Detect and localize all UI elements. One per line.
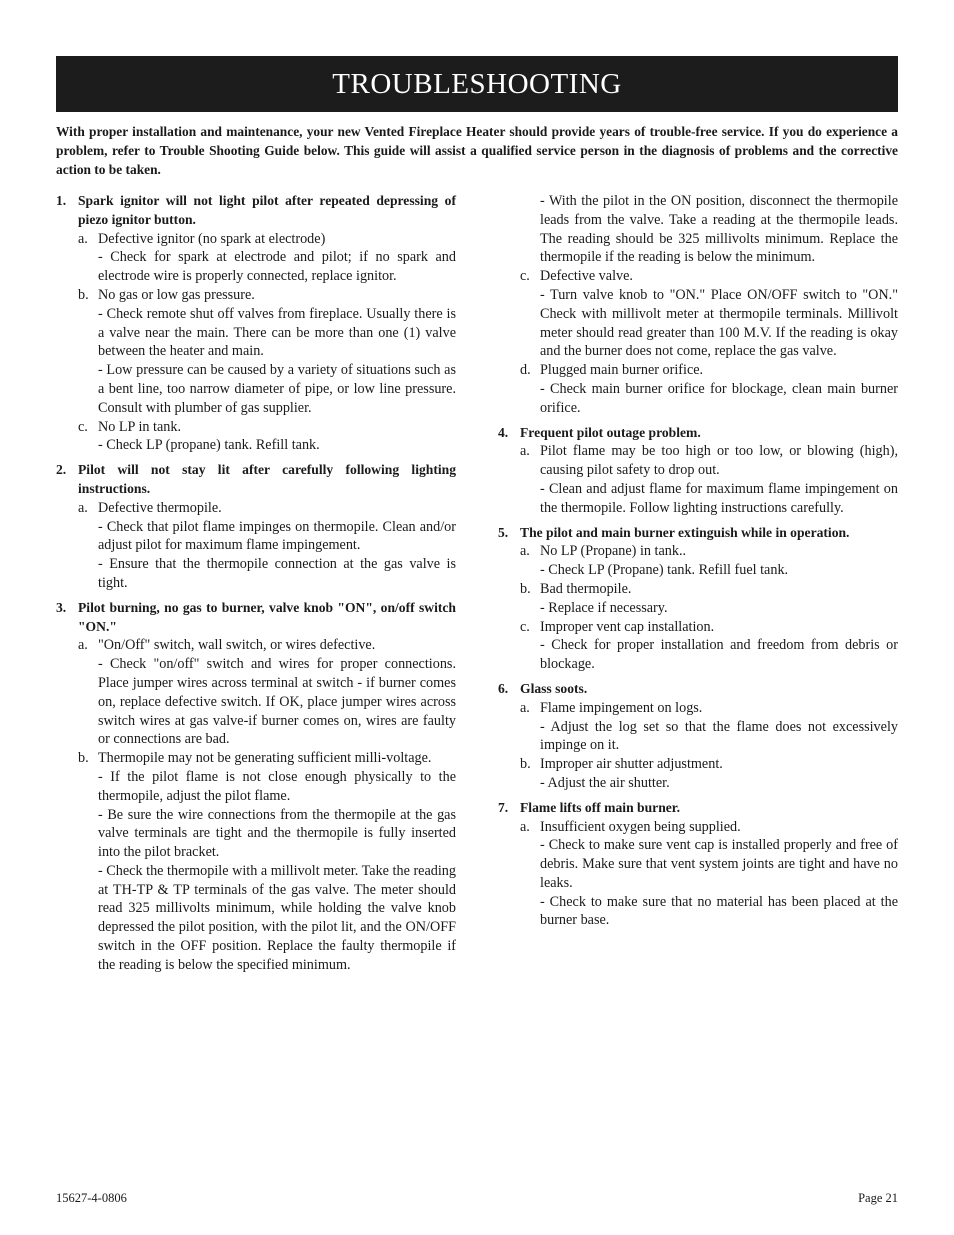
cause-item <box>520 580 898 599</box>
cause-text: Pilot flame may be too high or too low, or blowing (high), causing pilot safety to drop out. <box>540 443 898 479</box>
cause-letter: a. <box>520 443 530 460</box>
cause-letter: a. <box>78 637 88 654</box>
problem-title: The pilot and main burner extinguish while in operation. <box>520 524 850 540</box>
cause-letter: d. <box>520 362 531 379</box>
problem-heading <box>498 424 898 443</box>
cause-letter: b. <box>78 286 89 303</box>
cause-item <box>78 636 456 655</box>
cause-letter: a. <box>520 543 530 560</box>
problem-3-continued <box>498 192 898 418</box>
title-bar <box>56 56 898 112</box>
corrective-action: - If the pilot flame is not close enough physically to the thermopile, adjust the pilot flame. <box>98 768 456 804</box>
cause-text: No LP (Propane) in tank.. <box>540 543 687 560</box>
cause-text: No gas or low gas pressure. <box>98 286 255 303</box>
cause-letter: c. <box>520 268 530 285</box>
right-column <box>498 192 898 936</box>
problem-block <box>498 524 898 674</box>
cause-letter: c. <box>78 418 88 435</box>
corrective-action: - With the pilot in the ON position, disconnect the thermopile leads from the valve. Take a reading at the thermopile leads. The reading should be 325 millivolts minimum. Replace the thermopile if the reading is below the minimum. <box>540 193 898 266</box>
corrective-action: - Check for proper installation and freedom from debris or blockage. <box>540 637 898 673</box>
cause-text: Defective thermopile. <box>98 499 222 516</box>
corrective-action: - Check the thermopile with a millivolt meter. Take the reading at TH-TP & TP terminals of the gas valve. The meter should read 325 millivolts minimum, while holding the valve knob depressed the pilot position, with the pilot lit, and the ON/OFF switch in the OFF position. Replace the faulty thermopile if the reading is below the specified minimum. <box>98 862 456 973</box>
cause-item <box>78 418 456 437</box>
problem-number: 7. <box>498 799 509 815</box>
cause-item <box>520 618 898 637</box>
problem-heading <box>498 680 898 699</box>
problem-block <box>498 799 898 931</box>
intro-paragraph: With proper installation and maintenance, your new Vented Fireplace Heater should provide years of trouble-free service. If you do experience a problem, refer to Trouble Shooting Guide below. This guide will assist a qualified service person in the diagnosis of problems and the corrective action to be taken. <box>56 124 898 177</box>
cause-text: Flame impingement on logs. <box>540 699 703 716</box>
cause-item <box>520 818 898 837</box>
problem-heading <box>498 799 898 818</box>
problem-number: 6. <box>498 680 509 696</box>
document-number: 15627-4-0806 <box>56 1191 127 1205</box>
cause-item <box>520 361 898 380</box>
problem-heading <box>56 461 456 499</box>
cause-text: Thermopile may not be generating sufficient milli-voltage. <box>98 750 432 767</box>
cause-text: Defective ignitor (no spark at electrode) <box>98 230 326 247</box>
cause-letter: b. <box>520 580 531 597</box>
corrective-action: - Check remote shut off valves from fireplace. Usually there is a valve near the main. There can be more than one (1) valve between the heater and main. <box>98 305 456 360</box>
problem-number: 3. <box>56 599 67 615</box>
cause-item <box>78 499 456 518</box>
corrective-action: - Check for spark at electrode and pilot; if no spark and electrode wire is properly connected, replace ignitor. <box>98 249 456 285</box>
cause-letter: a. <box>78 499 88 516</box>
corrective-action: - Ensure that the thermopile connection at the gas valve is tight. <box>98 556 456 591</box>
cause-item <box>78 749 456 768</box>
problem-number: 1. <box>56 193 67 208</box>
cause-item <box>520 755 898 774</box>
cause-item <box>78 286 456 305</box>
cause-letter: b. <box>520 756 531 773</box>
problem-title: Pilot burning, no gas to burner, valve knob "ON", on/off switch "ON." <box>78 599 456 634</box>
corrective-action: - Check main burner orifice for blockage, clean main burner orifice. <box>540 380 898 416</box>
problem-title: Frequent pilot outage problem. <box>520 424 701 440</box>
corrective-action: - Check LP (propane) tank. Refill tank. <box>98 437 320 454</box>
cause-letter: a. <box>78 230 88 247</box>
problem-title: Glass soots. <box>520 680 588 696</box>
cause-text: Improper vent cap installation. <box>540 618 715 635</box>
corrective-action: - Turn valve knob to "ON." Place ON/OFF switch to "ON." Check with millivolt meter at thermopile terminals. Millivolt meter should read greater than 100 M.V. If the reading is okay and the burner does not come, replace the gas valve. <box>540 286 898 360</box>
corrective-action: - Be sure the wire connections from the thermopile at the gas valve terminals are tight and the thermopile is fully inserted into the pilot bracket. <box>98 806 456 861</box>
cause-letter: a. <box>520 699 530 716</box>
cause-item <box>78 230 456 249</box>
cause-text: Bad thermopile. <box>540 580 632 597</box>
problem-block <box>498 680 898 793</box>
problem-title: Spark ignitor will not light pilot after repeated depressing of piezo ignitor button. <box>78 193 456 227</box>
corrective-action: - Check "on/off" switch and wires for proper connections. Place jumper wires across terminal at switch - if burner comes on, replace defective switch. If OK, place jumper wires across switch wires at gas valve-if burner comes on, wires are faulty or connections are bad. <box>98 656 456 748</box>
cause-letter: b. <box>78 750 89 767</box>
problem-number: 2. <box>56 462 67 478</box>
problem-block <box>56 192 456 455</box>
cause-item <box>520 542 898 561</box>
problem-title: Pilot will not stay lit after carefully following lighting instructions. <box>78 462 456 496</box>
left-column <box>56 192 456 981</box>
problem-block <box>498 424 898 518</box>
corrective-action: - Low pressure can be caused by a variety of situations such as a bent line, too narrow diameter of pipe, or low line pressure. Consult with plumber of gas supplier. <box>98 362 456 416</box>
cause-text: Defective valve. <box>540 268 633 285</box>
cause-text: Improper air shutter adjustment. <box>540 756 723 773</box>
cause-text: Insufficient oxygen being supplied. <box>540 818 741 835</box>
corrective-action: - Check to make sure vent cap is installed properly and free of debris. Make sure that vent system joints are tight and have no leaks. <box>540 837 898 891</box>
problem-title: Flame lifts off main burner. <box>520 799 680 815</box>
corrective-action: - Check LP (Propane) tank. Refill fuel tank. <box>540 562 789 579</box>
corrective-action: - Check that pilot flame impinges on thermopile. Clean and/or adjust pilot for maximum flame impingement. <box>98 518 456 554</box>
page-title: TROUBLESHOOTING <box>332 67 622 100</box>
problem-heading <box>498 524 898 543</box>
cause-letter: c. <box>520 618 530 635</box>
page-number: Page 21 <box>858 1191 898 1205</box>
corrective-action: - Check to make sure that no material has been placed at the burner base. <box>540 893 898 929</box>
problem-block <box>56 599 456 975</box>
problem-block <box>56 461 456 593</box>
problem-heading <box>56 192 456 230</box>
corrective-action: - Adjust the log set so that the flame does not excessively impinge on it. <box>540 718 898 754</box>
cause-item <box>520 442 898 480</box>
corrective-action: - Replace if necessary. <box>540 599 668 616</box>
cause-item <box>520 699 898 718</box>
problem-number: 4. <box>498 424 509 440</box>
cause-text: "On/Off" switch, wall switch, or wires defective. <box>98 637 376 654</box>
corrective-action: - Clean and adjust flame for maximum flame impingement on the thermopile. Follow lighting instructions carefully. <box>540 480 898 516</box>
cause-item <box>520 267 898 286</box>
problem-heading <box>56 599 456 637</box>
problem-number: 5. <box>498 524 509 540</box>
cause-text: No LP in tank. <box>98 418 182 435</box>
cause-letter: a. <box>520 818 530 835</box>
corrective-action: - Adjust the air shutter. <box>540 774 670 791</box>
cause-text: Plugged main burner orifice. <box>540 362 704 379</box>
